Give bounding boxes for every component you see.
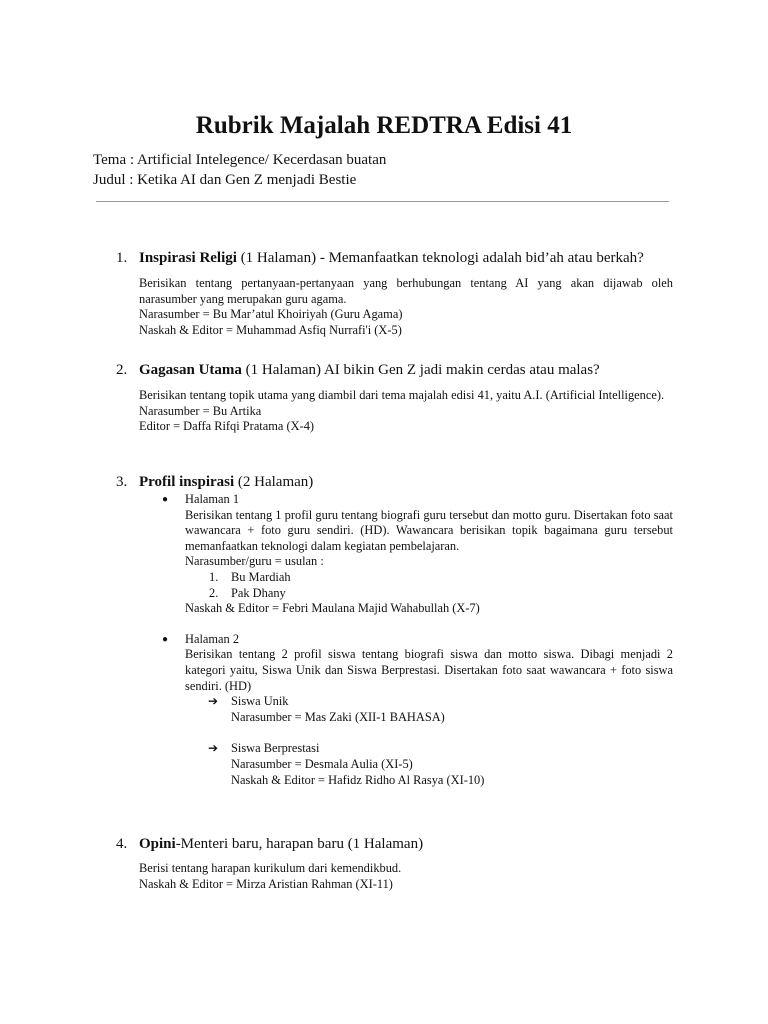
section-number: 2. <box>116 362 128 378</box>
source-line: Narasumber = Bu Artika <box>139 403 262 418</box>
page-label: Halaman 1 <box>185 492 240 506</box>
section-subtitle: (2 Halaman) <box>234 474 314 490</box>
category-item <box>93 694 673 710</box>
section-opini <box>93 835 673 892</box>
section-heading <box>93 249 673 268</box>
section-inspirasi-religi <box>93 249 673 338</box>
list-number: 2. <box>209 585 219 600</box>
section-name: Gagasan Utama <box>139 362 242 378</box>
editor-line: Naskah & Editor = Febri Maulana Majid Wahabullah (X-7) <box>185 601 480 616</box>
source-list-item <box>93 586 673 602</box>
section-number: 3. <box>116 474 128 490</box>
section-description: Berisikan tentang pertanyaan-pertanyaan yang berhubungan tentang AI yang akan dijawab oleh narasumber yang merupakan guru agama. <box>139 276 673 306</box>
category-name: Siswa Unik <box>231 694 289 709</box>
section-heading <box>93 835 673 854</box>
source-label: Narasumber/guru = usulan : <box>185 554 324 569</box>
section-name: Opini <box>139 836 176 852</box>
category-item <box>93 741 673 757</box>
section-name: Profil inspirasi <box>139 474 235 490</box>
page-description: Berisikan tentang 2 profil siswa tentang biografi siswa dan motto siswa. Dibagi menjadi 2 kategori yaitu, Siswa Unik dan Siswa Berprestasi. Disertakan foto saat wawancara + foto siswa sendiri. (HD) <box>185 647 673 693</box>
page-item-1 <box>93 492 673 508</box>
page-description: Berisikan tentang 1 profil guru tentang biografi guru tersebut dan motto guru. Disertakan foto saat wawancara + foto guru sendiri. (HD). Wawancara berisikan topik bagaimana guru tersebut memanfaatkan teknologi dalam kegiatan pembelajaran. <box>185 507 673 553</box>
section-profil-inspirasi <box>93 473 673 788</box>
section-name: Inspirasi Religi <box>139 250 237 266</box>
headline-line: Judul : Ketika AI dan Gen Z menjadi Bestie <box>93 172 357 188</box>
source-line: Narasumber = Desmala Aulia (XI-5) <box>231 756 413 771</box>
section-number: 4. <box>116 836 128 852</box>
page-label: Halaman 2 <box>185 631 240 646</box>
source-list-item <box>93 570 673 586</box>
bullet-icon: ● <box>162 494 169 505</box>
source-name: Pak Dhany <box>231 585 286 600</box>
section-gagasan-utama <box>93 361 673 435</box>
divider-line <box>96 201 669 202</box>
theme-line: Tema : Artificial Intelegence/ Kecerdasan buatan <box>93 152 387 168</box>
section-subtitle: (1 Halaman) - Memanfaatkan teknologi adalah bid’ah atau berkah? <box>236 250 644 266</box>
section-subtitle: -Menteri baru, harapan baru (1 Halaman) <box>175 836 424 852</box>
section-subtitle: (1 Halaman) AI bikin Gen Z jadi makin cerdas atau malas? <box>241 362 600 378</box>
bullet-icon: ● <box>162 633 169 645</box>
section-description: Berisikan tentang topik utama yang diambil dari tema majalah edisi 41, yaitu A.I. (Artificial Intelligence). <box>139 388 665 402</box>
document-title: Rubrik Majalah REDTRA Edisi 41 <box>195 112 573 139</box>
section-heading <box>93 361 673 380</box>
page-item-2 <box>93 632 673 648</box>
editor-line: Naskah & Editor = Hafidz Ridho Al Rasya (XI-10) <box>231 772 485 787</box>
editor-line: Naskah & Editor = Mirza Aristian Rahman (XI-11) <box>139 876 393 891</box>
editor-line: Naskah & Editor = Muhammad Asfiq Nurrafi'i (X-5) <box>139 322 402 337</box>
editor-line: Editor = Daffa Rifqi Pratama (X-4) <box>139 419 315 434</box>
source-name: Bu Mardiah <box>231 569 291 584</box>
list-number: 1. <box>209 569 219 584</box>
source-line: Narasumber = Bu Mar’atul Khoiriyah (Guru Agama) <box>139 307 403 322</box>
arrow-right-icon: ➔ <box>208 694 219 709</box>
source-line: Narasumber = Mas Zaki (XII-1 BAHASA) <box>231 709 445 724</box>
section-description: Berisi tentang harapan kurikulum dari kemendikbud. <box>139 861 402 875</box>
section-heading <box>93 473 673 492</box>
section-number: 1. <box>116 250 128 266</box>
arrow-right-icon: ➔ <box>208 741 219 756</box>
category-name: Siswa Berprestasi <box>231 741 320 756</box>
